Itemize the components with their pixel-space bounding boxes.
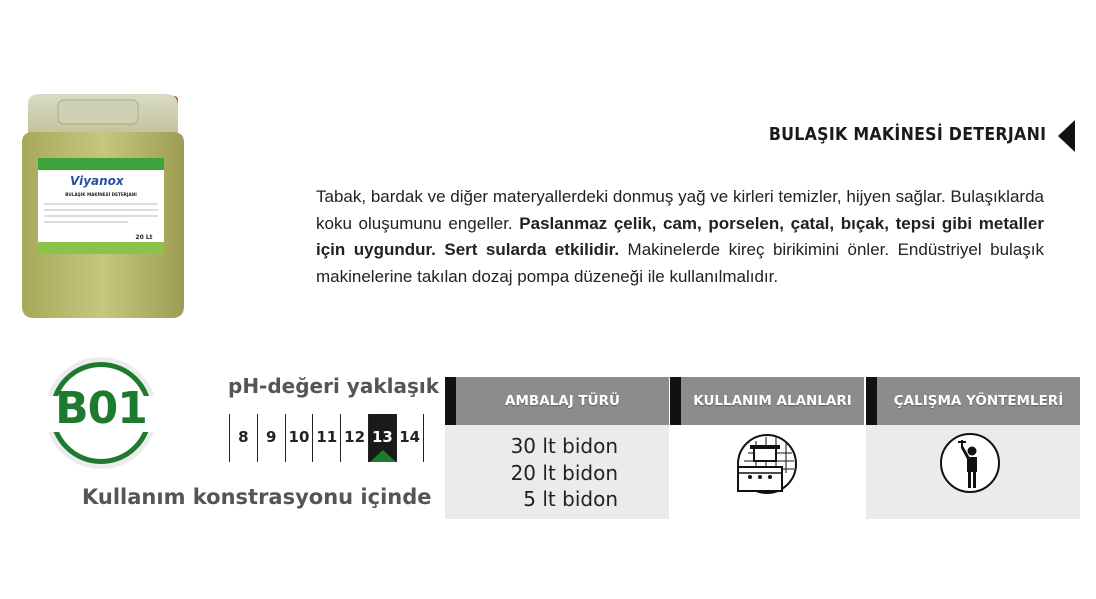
- ph-cell: 9: [257, 414, 285, 462]
- page-title: BULAŞIK MAKİNESİ DETERJANI: [768, 124, 1046, 145]
- header-usage-areas: KULLANIM ALANLARI: [670, 377, 864, 425]
- product-description: [316, 184, 1044, 290]
- dosing-pump-icon: [939, 432, 1001, 499]
- header-methods: ÇALIŞMA YÖNTEMLERİ: [866, 377, 1080, 425]
- header-packaging: AMBALAJ TÜRÜ: [445, 377, 669, 425]
- svg-text:BULAŞIK MAKİNESİ DETERJANI: BULAŞIK MAKİNESİ DETERJANI: [65, 192, 137, 197]
- product-image: [18, 92, 188, 322]
- ph-cell: 10: [285, 414, 313, 462]
- packaging-list: [445, 433, 618, 513]
- title-arrow-icon: [1058, 120, 1075, 152]
- svg-text:Viyanox: Viyanox: [70, 174, 124, 188]
- ph-cell-active: 13: [368, 414, 396, 462]
- ph-cell: 14: [396, 414, 424, 462]
- svg-text:20 Lt: 20 Lt: [135, 234, 153, 241]
- list-item: 5 lt bidon: [523, 487, 618, 511]
- usage-concentration-note: Kullanım konstrasyonu içinde: [82, 485, 432, 509]
- dishwasher-icon: [736, 433, 798, 500]
- ph-cell: 11: [312, 414, 340, 462]
- description-highlight: Paslanmaz çelik, cam, porselen, çatal, bıçak, tepsi gibi metaller için uygundur. Sert sularda etkilidir.: [316, 213, 1044, 259]
- ph-scale: [229, 414, 424, 462]
- description-text: Tabak, bardak ve diğer materyallerdeki donmuş yağ ve kirleri temizler, hijyen sağlar. Bulaşıklarda koku oluşumunu engeller.: [316, 187, 1044, 233]
- list-item: 30 lt bidon: [510, 434, 618, 458]
- badge-code: B01: [55, 383, 147, 434]
- canister-icon: [18, 92, 188, 322]
- ph-cell: 12: [340, 414, 368, 462]
- ph-cell: 8: [229, 414, 257, 462]
- list-item: 20 lt bidon: [510, 460, 618, 485]
- description-text-end: Makinelerde kireç birikimini önler. Endüstriyel bulaşık makinelerine takılan dozaj pompa düzeneği ile kullanılmalıdır.: [316, 240, 1044, 286]
- ph-label: pH-değeri yaklaşık: [228, 374, 440, 398]
